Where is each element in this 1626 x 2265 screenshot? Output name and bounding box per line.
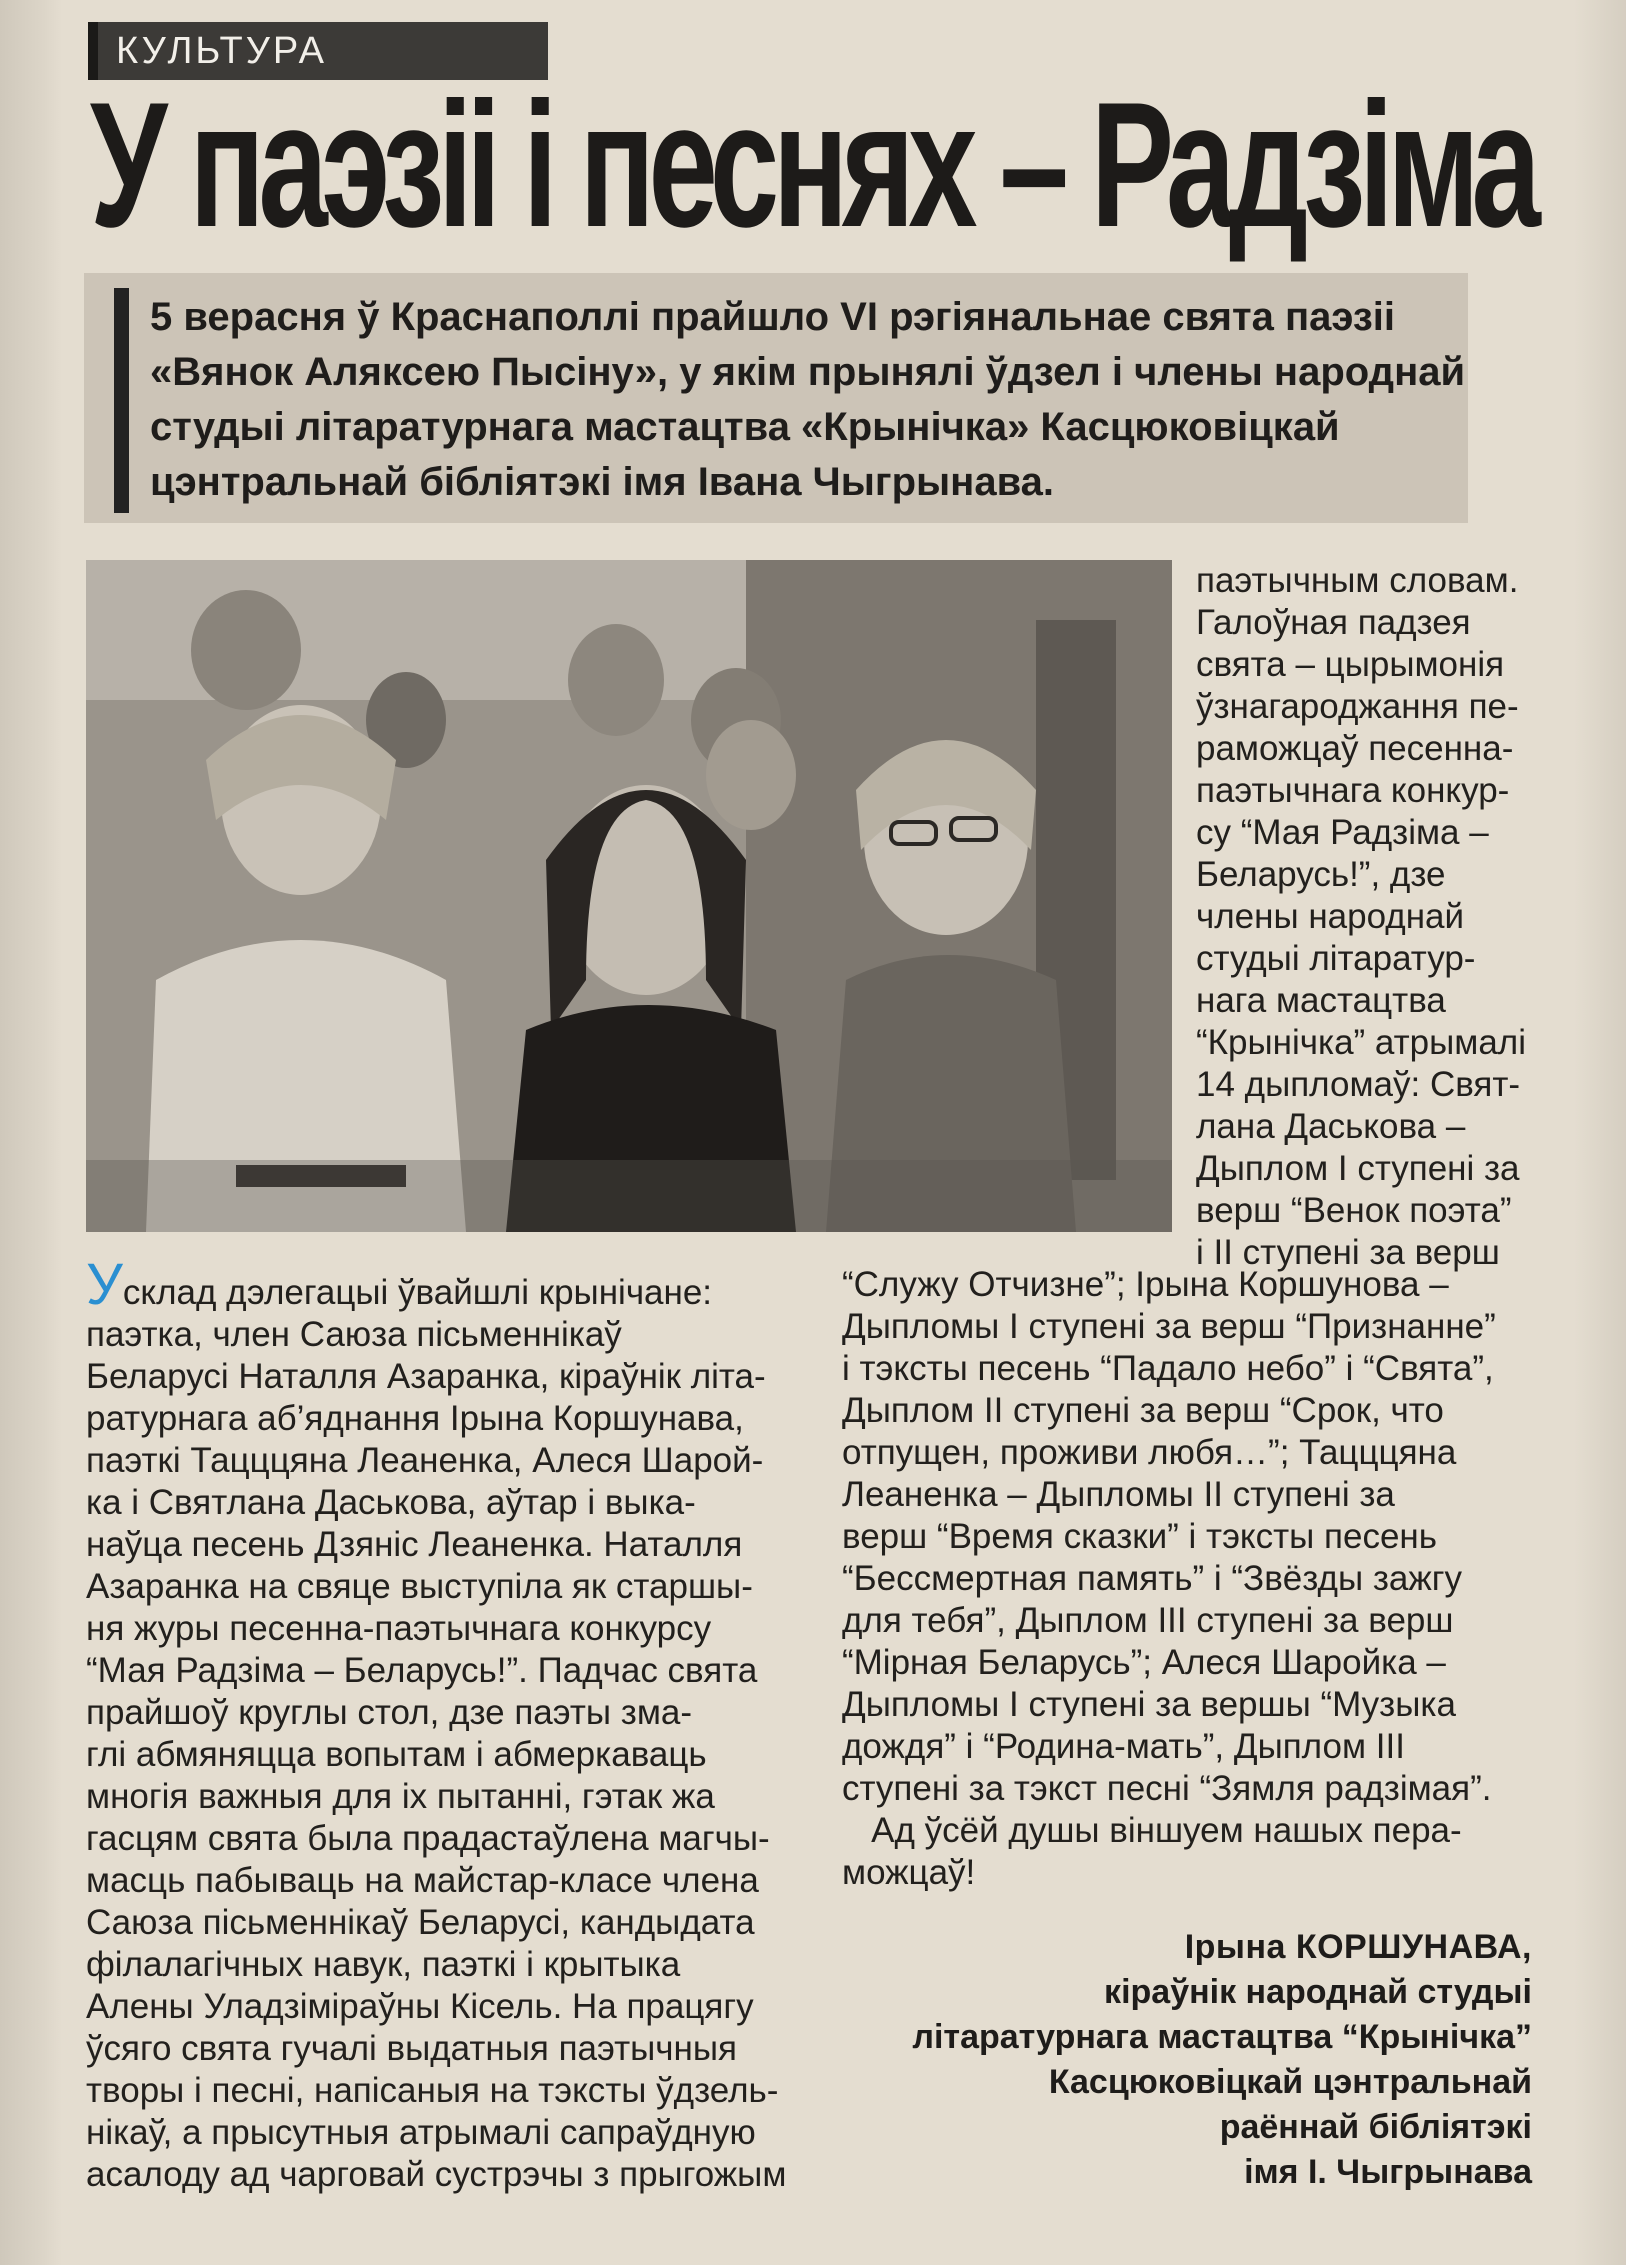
- text-line: паэткі Тацццяна Леаненка, Алеся Шарой-: [86, 1441, 764, 1480]
- adjacent-page-edge-left: [0, 0, 62, 2265]
- text-line: отпущен, проживи любя…”; Тацццяна: [842, 1433, 1457, 1472]
- text-line: Дыплом I ступені за: [1196, 1149, 1520, 1188]
- text-line: Саюза пісьменнікаў Беларусі, кандыдата: [86, 1903, 755, 1942]
- lead-accent-bar: [114, 288, 129, 513]
- text-line: Ад ўсёй душы віншуем нашых пера-: [842, 1811, 1462, 1850]
- text-line: 14 дыпломаў: Свят-: [1196, 1065, 1521, 1104]
- text-line: Беларусі Наталля Азаранка, кіраўнік літа-: [86, 1357, 766, 1396]
- middle-column: [842, 1264, 1496, 1894]
- section-label-text: КУЛЬТУРА: [116, 29, 328, 72]
- text-line: масць пабываць на майстар-класе члена: [86, 1861, 759, 1900]
- article-photo: [86, 560, 1172, 1232]
- text-line: можцаў!: [842, 1853, 976, 1892]
- lead-line: студыі літаратурнага мастацтва «Крынічка» Касцюковіцкай: [150, 405, 1340, 449]
- text-line: Дыпломы I ступені за вершы “Музыка: [842, 1685, 1456, 1724]
- text-line: нікаў, а прысутныя атрымалі сапраўдную: [86, 2113, 756, 2152]
- text-line: і тэксты песень “Падало небо” і “Свята”,: [842, 1349, 1494, 1388]
- first-line-text: склад дэлегацыі ўвайшлі крынічане:: [122, 1273, 713, 1312]
- text-line: свята – цырымонія: [1196, 645, 1505, 684]
- text-line: “Мірная Беларусь”; Алеся Шаройка –: [842, 1643, 1446, 1682]
- text-line: філалагічных навук, паэткі і крытыка: [86, 1945, 681, 1984]
- text-line: ўзнагароджання пе-: [1196, 687, 1519, 726]
- text-line: дождя” і “Родина-мать”, Дыплом III: [842, 1727, 1405, 1766]
- text-line: ступені за тэкст песні “Зямля радзімая”.: [842, 1769, 1492, 1808]
- author-position: Касцюковіцкай цэнтральнай: [1048, 2063, 1532, 2101]
- photo-illustration: [86, 560, 1172, 1232]
- text-line: студыі літаратур-: [1196, 939, 1476, 978]
- text-line: Галоўная падзея: [1196, 603, 1471, 642]
- text-line: і II ступені за верш: [1196, 1233, 1500, 1272]
- right-column-top: [1196, 560, 1526, 1274]
- text-line: члены народнай: [1196, 897, 1465, 936]
- text-line: прайшоў круглы стол, дзе паэты зма-: [86, 1693, 693, 1732]
- adjacent-page-edge-right: [1574, 0, 1626, 2265]
- author-position: імя І. Чыгрынава: [1244, 2153, 1532, 2191]
- text-line: раможцаў песенна-: [1196, 729, 1514, 768]
- article-headline: У паэзіі і песнях – Радзіма: [90, 65, 1535, 264]
- text-line: ня журы песенна-паэтычнага конкурсу: [86, 1609, 712, 1648]
- text-line: творы і песні, напісаныя на тэксты ўдзель-: [86, 2071, 779, 2110]
- text-line: верш “Время сказки” і тэксты песень: [842, 1517, 1437, 1556]
- text-line: паэтка, член Саюза пісьменнікаў: [86, 1315, 622, 1354]
- text-line: “Служу Отчизне”; Ірына Коршунова –: [842, 1265, 1449, 1304]
- author-position: літаратурнага мастацтва “Крынічка”: [912, 2018, 1532, 2056]
- text-line: “Мая Радзіма – Беларусь!”. Падчас свята: [86, 1651, 758, 1690]
- lead-line: цэнтральнай бібліятэкі імя Івана Чыгрынава.: [150, 460, 1054, 504]
- author-signature: [912, 1925, 1532, 2195]
- text-line: глі абмяняцца вопытам і абмеркаваць: [86, 1735, 707, 1774]
- author-position: раённай бібліятэкі: [1219, 2108, 1532, 2146]
- article-lead: [150, 290, 1466, 510]
- first-line: [86, 1252, 786, 1317]
- text-line: су “Мая Радзіма –: [1196, 813, 1489, 852]
- text-line: ўсяго свята гучалі выдатныя паэтычныя: [86, 2029, 737, 2068]
- text-line: для тебя”, Дыплом III ступені за верш: [842, 1601, 1454, 1640]
- author-name: Ірына КОРШУНАВА,: [1184, 1928, 1532, 1966]
- text-line: Беларусь!”, дзе: [1196, 855, 1446, 894]
- text-line: ратурнага аб’яднання Ірына Коршунава,: [86, 1399, 744, 1438]
- text-line: паэтычным словам.: [1196, 561, 1519, 600]
- left-column: [86, 1252, 787, 2196]
- lead-line: 5 верасня ў Краснаполлі прайшло VI рэгіянальнае свята паэзіі: [150, 295, 1396, 339]
- text-line: наўца песень Дзяніс Леаненка. Наталля: [86, 1525, 743, 1564]
- author-position: кіраўнік народнай студыі: [1104, 1973, 1532, 2011]
- text-line: Алены Уладзіміраўны Кісель. На працягу: [86, 1987, 754, 2026]
- text-line: паэтычнага конкур-: [1196, 771, 1510, 810]
- text-line: Дыпломы I ступені за верш “Признанне”: [842, 1307, 1496, 1346]
- text-line: асалоду ад чарговай сустрэчы з прыгожым: [86, 2155, 787, 2194]
- text-line: “Крынічка” атрымалі: [1196, 1023, 1527, 1062]
- text-line: “Бессмертная память” і “Звёзды зажгу: [842, 1559, 1463, 1598]
- lead-line: «Вянок Аляксею Пысіну», у якім прынялі ўдзел і члены народнай: [150, 350, 1466, 394]
- text-line: нага мастацтва: [1196, 981, 1446, 1020]
- text-line: гасцям свята была прадастаўлена магчы-: [86, 1819, 770, 1858]
- text-line: лана Даськова –: [1196, 1107, 1466, 1146]
- text-line: верш “Венок поэта”: [1196, 1191, 1512, 1230]
- text-line: Азаранка на свяце выступіла як старшы-: [86, 1567, 753, 1606]
- drop-cap: У: [86, 1252, 123, 1317]
- text-line: Дыплом II ступені за верш “Срок, что: [842, 1391, 1444, 1430]
- text-line: многія важныя для іх пытанні, гэтак жа: [86, 1777, 715, 1816]
- text-line: ка і Святлана Даськова, аўтар і выка-: [86, 1483, 696, 1522]
- text-line: Леаненка – Дыпломы II ступені за: [842, 1475, 1395, 1514]
